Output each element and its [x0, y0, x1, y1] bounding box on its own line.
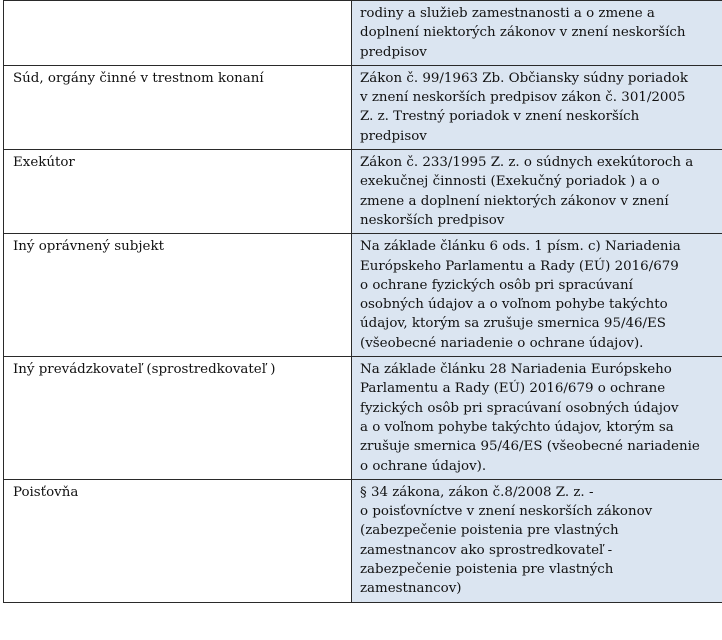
- subject-text: Iný oprávnený subjekt: [13, 239, 164, 255]
- table-body: [4, 1, 722, 603]
- table-row: [4, 150, 722, 234]
- legal-basis-cell: [352, 234, 722, 357]
- legal-basis-cell: [352, 479, 722, 602]
- table-row: [4, 479, 722, 602]
- table-row: [4, 1, 722, 66]
- table-row: [4, 357, 722, 480]
- table-row: [4, 234, 722, 357]
- subject-cell: [4, 65, 352, 149]
- legal-basis-text: Zákon č. 233/1995 Z. z. o súdnych exekútoroch a exekučnej činnosti (Exekučný poriadok ) a o zmene a doplnení niektorých zákonov v znení neskorších predpisov: [360, 155, 694, 228]
- subject-cell: [4, 1, 352, 66]
- legal-basis-text: Na základe článku 6 ods. 1 písm. c) Nariadenia Európskeho Parlamentu a Rady (EÚ) 2016/679 o ochrane fyzických osôb pri spracúvaní osobných údajov a o voľnom pohybe takýchto údajov, ktorým sa zrušuje smernica 95/46/ES (všeobecné nariadenie o ochrane údajov).: [360, 239, 681, 351]
- subject-text: Súd, orgány činné v trestnom konaní: [13, 70, 264, 86]
- legal-basis-cell: [352, 150, 722, 234]
- subject-cell: [4, 479, 352, 602]
- subject-cell: [4, 234, 352, 357]
- subject-cell: [4, 357, 352, 480]
- legal-basis-text: Zákon č. 99/1963 Zb. Občiansky súdny poriadok v znení neskorších predpisov zákon č. 301/2005 Z. z. Trestný poriadok v znení neskorších predpisov: [360, 70, 688, 144]
- subject-cell: [4, 150, 352, 234]
- legal-basis-text: rodiny a služieb zamestnanosti a o zmene a doplnení niektorých zákonov v znení neskorších predpisov: [360, 6, 686, 60]
- recipients-legal-basis-table: [3, 0, 722, 603]
- table-row: [4, 65, 722, 149]
- subject-text: Iný prevádzkovateľ (sprostredkovateľ ): [13, 362, 276, 378]
- legal-basis-text: Na základe článku 28 Nariadenia Európskeho Parlamentu a Rady (EÚ) 2016/679 o ochrane fyzických osôb pri spracúvaní osobných údajov a o voľnom pohybe takýchto údajov, ktorým sa zrušuje smernica 95/46/ES (všeobecné nariadenie o ochrane údajov).: [360, 362, 700, 474]
- subject-text: Exekútor: [13, 155, 75, 171]
- legal-basis-cell: [352, 65, 722, 149]
- legal-basis-text: § 34 zákona, zákon č.8/2008 Z. z. - o poisťovníctve v znení neskorších zákonov (zabezpečenie poistenia pre vlastných zamestnancov ako sprostredkovateľ - zabezpečenie poistenia pre vlastných zamestnancov): [360, 484, 653, 597]
- legal-basis-cell: [352, 1, 722, 66]
- legal-basis-cell: [352, 357, 722, 480]
- subject-text: Poisťovňa: [13, 484, 79, 500]
